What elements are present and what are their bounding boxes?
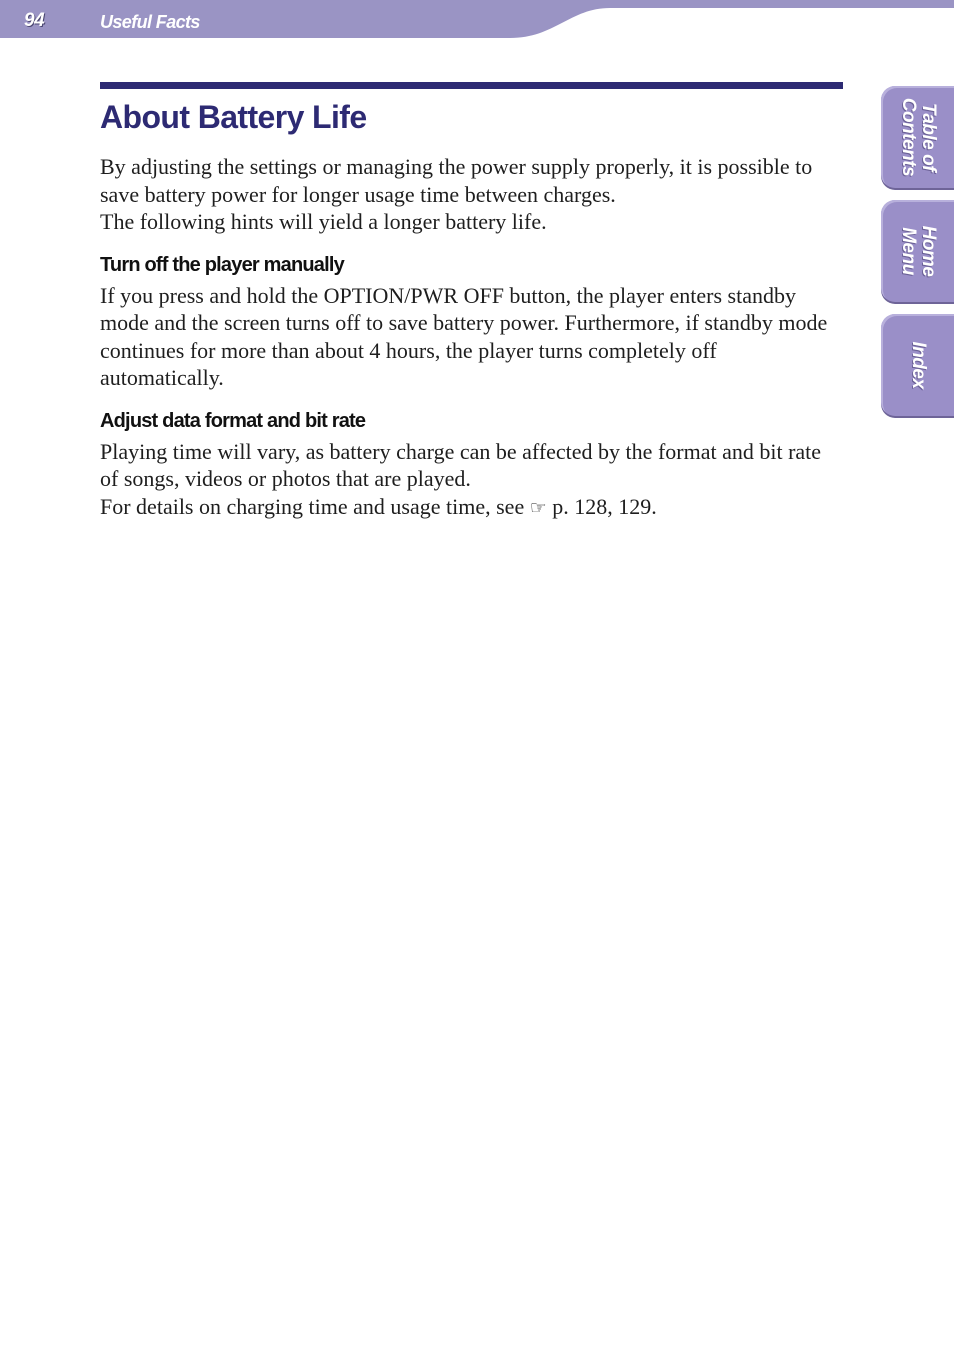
page-reference-link[interactable]: p. 128, 129. [552, 493, 657, 519]
section-heading-data-format: Adjust data format and bit rate [100, 409, 366, 432]
title-rule [100, 82, 843, 89]
page-header [0, 0, 954, 42]
intro [100, 153, 843, 236]
page-number: 94 [24, 10, 45, 31]
pointing-hand-icon: ☞ [529, 496, 547, 519]
intro-paragraph-1: By adjusting the settings or managing the power supply properly, it is possible to save battery power for longer usage time between charges. [100, 154, 813, 207]
intro-paragraph-2: The following hints will yield a longer battery life. [100, 209, 547, 234]
reference-text: For details on charging time and usage time, see [100, 493, 525, 519]
section-paragraph-turn-off: If you press and hold the OPTION/PWR OFF button, the player enters standby mode and the screen turns off to save battery power. Furthermore, if standby mode continues for more than about 4 hours, the player turns completely off automatically. [100, 282, 828, 390]
tab-label-home-menu: Home Menu [897, 225, 939, 277]
section-heading-turn-off: Turn off the player manually [100, 253, 344, 276]
tab-table-of-contents[interactable] [881, 86, 954, 188]
tab-label-index: Index [907, 341, 929, 389]
page-reference [100, 493, 843, 523]
section-paragraph-data-format: Playing time will vary, as battery charge can be affected by the format and bit rate of songs, videos or photos that are played. [100, 438, 822, 491]
page-title: About Battery Life [100, 99, 367, 135]
section-title: Useful Facts [100, 12, 200, 32]
tab-home-menu[interactable] [881, 200, 954, 302]
tab-label-table-of-contents: Table of Contents [897, 97, 939, 177]
tab-index[interactable] [881, 314, 954, 416]
main-content [100, 82, 843, 522]
